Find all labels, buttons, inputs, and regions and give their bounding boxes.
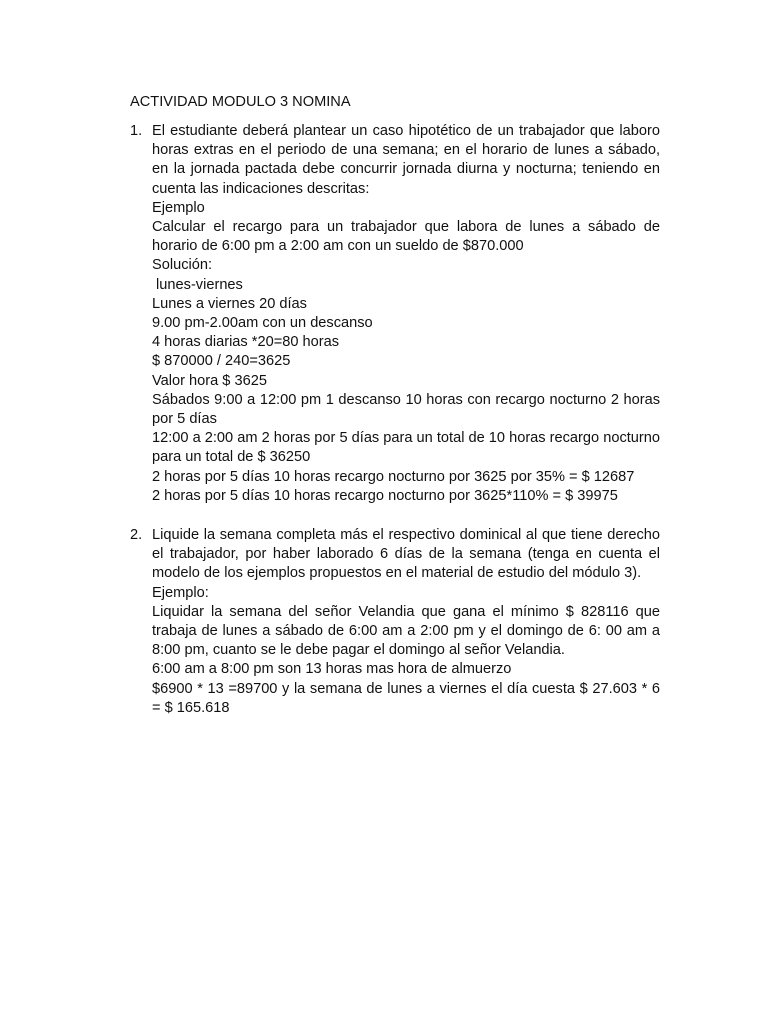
solution-line: lunes-viernes [152,276,243,293]
solution-line: Lunes a viernes 20 días [152,295,307,312]
list-item-1 [130,122,660,506]
example-text: Liquidar la semana del señor Velandia que gana el mínimo $ 828116 que trabaja de lunes a sábado de 6:00 am a 2:00 pm y el domingo de 6: 00 am a 8:00 pm, cuanto se le debe pagar el domingo al señor Velandia. [152,603,660,659]
item-body [152,526,660,718]
calc-line: 2 horas por 5 días 10 horas recargo nocturno por 3625 por 35% = $ 12687 [152,468,635,485]
item-number: 2. [130,527,143,543]
night-text: 12:00 a 2:00 am 2 horas por 5 días para un total de 10 horas recargo nocturno para un total de $ 36250 [152,430,660,466]
solution-line: 9.00 pm-2.00am con un descanso [152,315,373,332]
example-label: Ejemplo [152,199,205,216]
list-item-2 [130,526,660,718]
item-number: 1. [130,123,143,139]
item-intro: Liquide la semana completa más el respectivo dominical al que tiene derecho el trabajador, por haber laborado 6 días de la semana (tenga en cuenta el modelo de los ejemplos propuestos en el material de estudio del módulo 3). [152,527,660,582]
calc-line: 2 horas por 5 días 10 horas recargo nocturno por 3625*110% = $ 39975 [152,487,618,504]
solution-line: Valor hora $ 3625 [152,372,267,389]
saturday-text: Sábados 9:00 a 12:00 pm 1 descanso 10 horas con recargo nocturno 2 horas por 5 días [152,391,660,428]
solution-line: $ 870000 / 240=3625 [152,353,291,370]
calc-text: $6900 * 13 =89700 y la semana de lunes a viernes el día cuesta $ 27.603 * 6 = $ 165.618 [152,680,660,716]
solution-label: Solución: [152,257,213,274]
example-label: Ejemplo: [152,584,209,601]
solution-line: 4 horas diarias *20=80 horas [152,334,340,351]
document-title: ACTIVIDAD MODULO 3 NOMINA [130,94,351,110]
example-text: Calcular el recargo para un trabajador que labora de lunes a sábado de horario de 6:00 pm a 2:00 am con un sueldo de $870.000 [152,219,660,255]
item-intro: El estudiante deberá plantear un caso hipotético de un trabajador que laboro horas extras en el periodo de una semana; en el horario de lunes a sábado, en la jornada pactada debe concurrir jornada diurna y nocturna; teniendo en cuenta las indicaciones descritas: [152,123,660,197]
item-body [152,122,660,506]
hours-line: 6:00 am a 8:00 pm son 13 horas mas hora de almuerzo [152,661,512,678]
